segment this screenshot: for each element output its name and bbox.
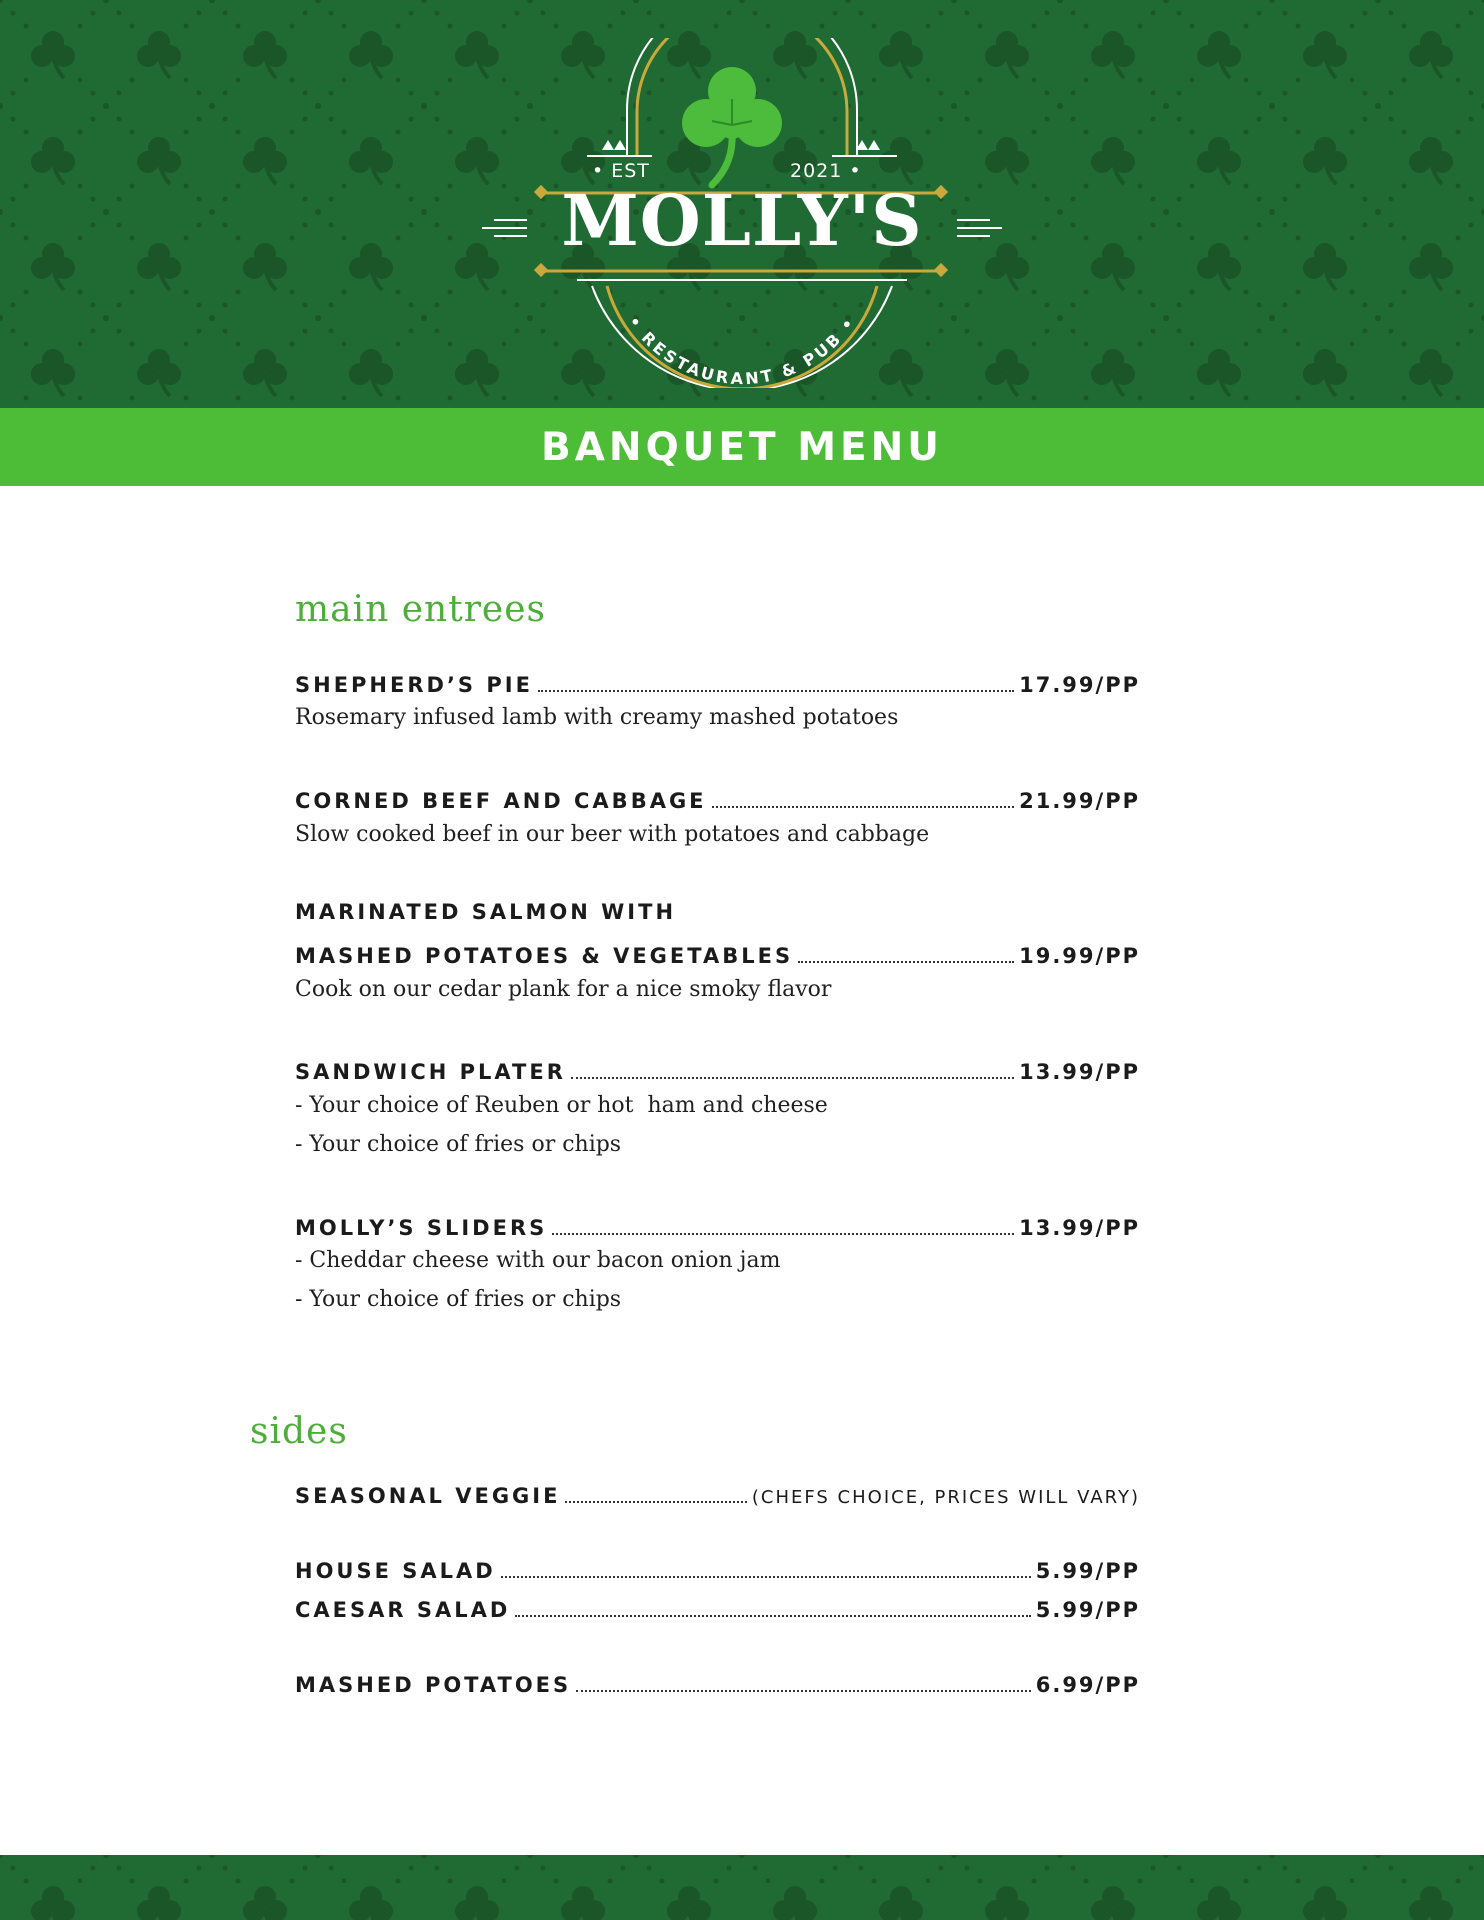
item-description: - Cheddar cheese with our bacon onion jam: [295, 1248, 781, 1273]
dot-leader: [552, 1233, 1014, 1235]
item-description: - Your choice of fries or chips: [295, 1132, 622, 1157]
dot-leader: [515, 1615, 1030, 1617]
svg-text:• RESTAURANT & PUB •: [624, 312, 859, 388]
menu-item-sandwich-plater: [295, 1051, 1140, 1085]
item-name: HOUSE SALAD: [295, 1558, 496, 1583]
item-price: 5.99/PP: [1035, 1597, 1140, 1622]
item-price: 21.99/PP: [1019, 788, 1140, 813]
dot-leader: [712, 806, 1015, 808]
item-name: CORNED BEEF AND CABBAGE: [295, 788, 707, 813]
shamrock-icon: [672, 63, 792, 193]
banner-title: BANQUET MENU: [541, 424, 943, 470]
main-entrees-title: main entrees: [295, 589, 546, 630]
item-name-line1: MARINATED SALMON WITH: [295, 900, 677, 924]
item-name: MASHED POTATOES: [295, 1672, 572, 1697]
menu-item-corned-beef: [295, 780, 1140, 814]
item-price: 19.99/PP: [1019, 943, 1140, 968]
side-item-house-salad: [295, 1550, 1140, 1584]
item-name: SANDWICH PLATER: [295, 1059, 566, 1084]
logo-tagline: • RESTAURANT & PUB •: [624, 312, 860, 388]
item-description: - Your choice of fries or chips: [295, 1287, 622, 1312]
dot-leader: [798, 961, 1014, 963]
side-item-caesar-salad: [295, 1589, 1140, 1623]
dot-leader: [538, 690, 1014, 692]
dot-leader: [576, 1690, 1031, 1692]
item-name: MASHED POTATOES & VEGETABLES: [295, 943, 794, 968]
menu-item-mollys-sliders: [295, 1207, 1140, 1241]
side-item-seasonal-veggie: [295, 1475, 1140, 1509]
item-name: MOLLY’S SLIDERS: [295, 1215, 548, 1240]
dot-leader: [571, 1077, 1014, 1079]
item-description: Rosemary infused lamb with creamy mashed potatoes: [295, 705, 899, 730]
item-price: 17.99/PP: [1019, 672, 1140, 697]
item-price: 6.99/PP: [1035, 1672, 1140, 1697]
logo-name: MOLLY'S: [561, 179, 923, 262]
item-price: 5.99/PP: [1035, 1558, 1140, 1583]
banner: [0, 408, 1484, 486]
menu-item-shepherds-pie: [295, 664, 1140, 698]
item-description: Cook on our cedar plank for a nice smoky flavor: [295, 977, 832, 1002]
header-hero: [0, 0, 1484, 408]
dot-leader: [565, 1501, 746, 1503]
item-description: Slow cooked beef in our beer with potatoes and cabbage: [295, 822, 930, 847]
item-description: - Your choice of Reuben or hot ham and cheese: [295, 1093, 828, 1118]
item-price: 13.99/PP: [1019, 1059, 1140, 1084]
sides-title: sides: [250, 1411, 348, 1452]
item-name: SEASONAL VEGGIE: [295, 1483, 561, 1508]
item-name: SHEPHERD’S PIE: [295, 672, 533, 697]
menu-item-salmon: [295, 935, 1140, 969]
item-price: 13.99/PP: [1019, 1215, 1140, 1240]
mollys-logo: [472, 38, 1012, 388]
shamrock-pattern: [0, 1855, 1484, 1920]
dot-leader: [501, 1576, 1031, 1578]
side-item-mashed-potatoes: [295, 1664, 1140, 1698]
logo-year: 2021 •: [790, 160, 862, 182]
item-name: CAESAR SALAD: [295, 1597, 511, 1622]
footer-pattern-band: [0, 1855, 1484, 1920]
logo-est: • EST: [592, 160, 650, 182]
item-price-note: (CHEFS CHOICE, PRICES WILL VARY): [751, 1487, 1140, 1509]
